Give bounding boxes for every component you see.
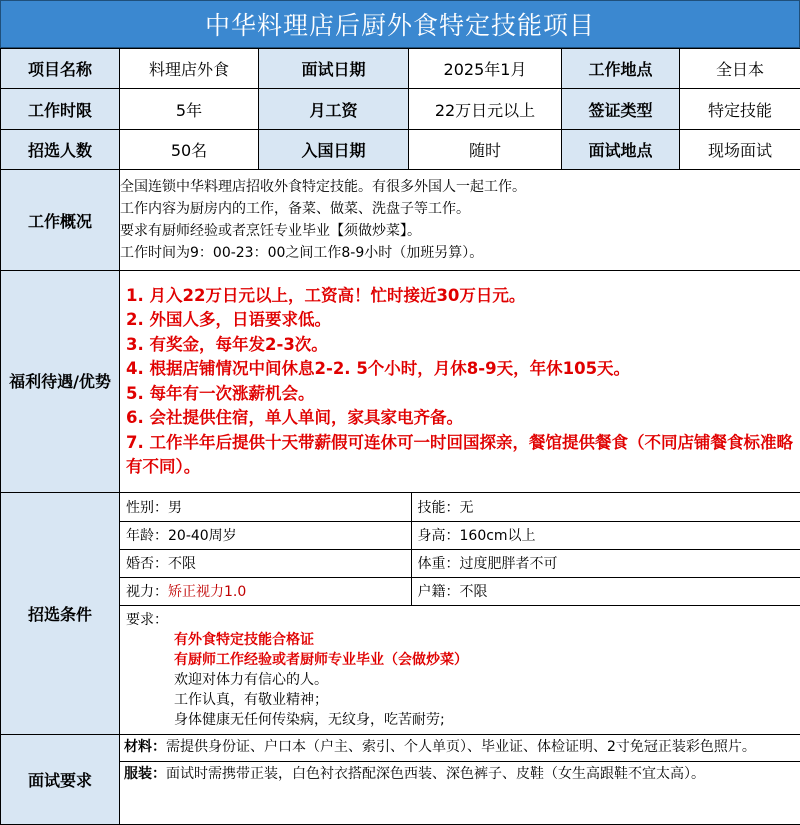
clothing-block	[120, 762, 800, 786]
table-row	[1, 170, 800, 271]
clothing-text: 面试时需携带正装，白色衬衣搭配深色西装、深色裤子、皮鞋（女生高跟鞋不宜太高）。	[166, 766, 705, 782]
work-term-label: 工作时限	[1, 89, 120, 130]
monthly-salary-label: 月工资	[259, 89, 409, 130]
project-name-label: 项目名称	[1, 49, 120, 89]
interview-location-label: 面试地点	[562, 130, 680, 170]
monthly-salary-value: 22万日元以上	[409, 89, 562, 130]
requirement-item: 身体健康无任何传染病，无纹身，吃苦耐劳;	[126, 710, 792, 730]
height-field: 身高：160cm以上	[411, 521, 800, 549]
requirement-item: 有厨师工作经验或者厨师专业毕业（会做炒菜）	[126, 650, 792, 670]
marital-field: 婚否：不限	[120, 549, 411, 577]
interview-requirements-cell	[120, 734, 800, 824]
vision-label: 视力：	[126, 584, 168, 600]
vision-field	[120, 577, 411, 605]
materials-text: 需提供身份证、户口本（户主、索引、个人单页）、毕业证、体检证明、2寸免冠正装彩色照片。	[166, 739, 756, 755]
table-row	[1, 734, 800, 824]
clothing-label: 服装：	[124, 766, 166, 782]
table-row	[1, 130, 800, 170]
work-location-value: 全日本	[680, 49, 800, 89]
overview-line: 工作时间为9：00-23：00之间工作8-9小时（加班另算）。	[120, 242, 800, 264]
benefit-item: 5. 每年有一次涨薪机会。	[126, 382, 794, 407]
benefits-text	[120, 271, 800, 493]
visa-type-label: 签证类型	[562, 89, 680, 130]
entry-date-label: 入国日期	[259, 130, 409, 170]
table-row	[1, 271, 800, 493]
benefit-item: 4. 根据店铺情况中间休息2-2. 5个小时，月休8-9天，年休105天。	[126, 357, 794, 382]
overview-text	[120, 170, 800, 271]
entry-date-value: 随时	[409, 130, 562, 170]
requirement-item: 欢迎对体力有信心的人。	[126, 670, 792, 690]
interview-location-value: 现场面试	[680, 130, 800, 170]
overview-line: 要求有厨师经验或者烹饪专业毕业【须做炒菜】。	[120, 220, 800, 242]
benefit-item: 2. 外国人多，日语要求低。	[126, 308, 794, 333]
hukou-field: 户籍：不限	[411, 577, 800, 605]
page-title: 中华料理店后厨外食特定技能项目	[0, 0, 800, 48]
gender-field: 性别：男	[120, 493, 411, 521]
skill-field: 技能：无	[411, 493, 800, 521]
interview-requirements-label: 面试要求	[1, 734, 120, 824]
requirements-block	[120, 606, 800, 734]
conditions-label: 招选条件	[1, 493, 120, 735]
requirement-item: 工作认真，有敬业精神；	[126, 690, 792, 710]
work-location-label: 工作地点	[562, 49, 680, 89]
requirements-title: 要求：	[126, 610, 792, 630]
table-row	[1, 89, 800, 130]
requirement-item: 有外食特定技能合格证	[126, 630, 792, 650]
table-row	[1, 493, 800, 735]
info-table	[0, 48, 800, 825]
interview-date-value: 2025年1月	[409, 49, 562, 89]
overview-line: 工作内容为厨房内的工作，备菜、做菜、洗盘子等工作。	[120, 198, 800, 220]
interview-date-label: 面试日期	[259, 49, 409, 89]
recruit-count-value: 50名	[120, 130, 259, 170]
overview-label: 工作概况	[1, 170, 120, 271]
overview-line: 全国连锁中华料理店招收外食特定技能。有很多外国人一起工作。	[120, 176, 800, 198]
table-row	[1, 49, 800, 89]
materials-label: 材料：	[124, 739, 166, 755]
benefit-item: 3. 有奖金，每年发2-3次。	[126, 333, 794, 358]
recruit-count-label: 招选人数	[1, 130, 120, 170]
age-field: 年龄：20-40周岁	[120, 521, 411, 549]
project-name-value: 料理店外食	[120, 49, 259, 89]
conditions-cell	[120, 493, 800, 735]
materials-block	[120, 735, 800, 762]
benefit-item: 7. 工作半年后提供十天带薪假可连休可一时回国探亲，餐馆提供餐食（不同店铺餐食标准略有不同）。	[126, 431, 794, 480]
benefit-item: 1. 月入22万日元以上，工资高！忙时接近30万日元。	[126, 284, 794, 309]
visa-type-value: 特定技能	[680, 89, 800, 130]
conditions-grid	[120, 493, 800, 606]
weight-field: 体重：过度肥胖者不可	[411, 549, 800, 577]
benefit-item: 6. 会社提供住宿，单人单间，家具家电齐备。	[126, 406, 794, 431]
vision-value: 矫正视力1.0	[168, 584, 246, 600]
benefits-label: 福利待遇/优势	[1, 271, 120, 493]
work-term-value: 5年	[120, 89, 259, 130]
